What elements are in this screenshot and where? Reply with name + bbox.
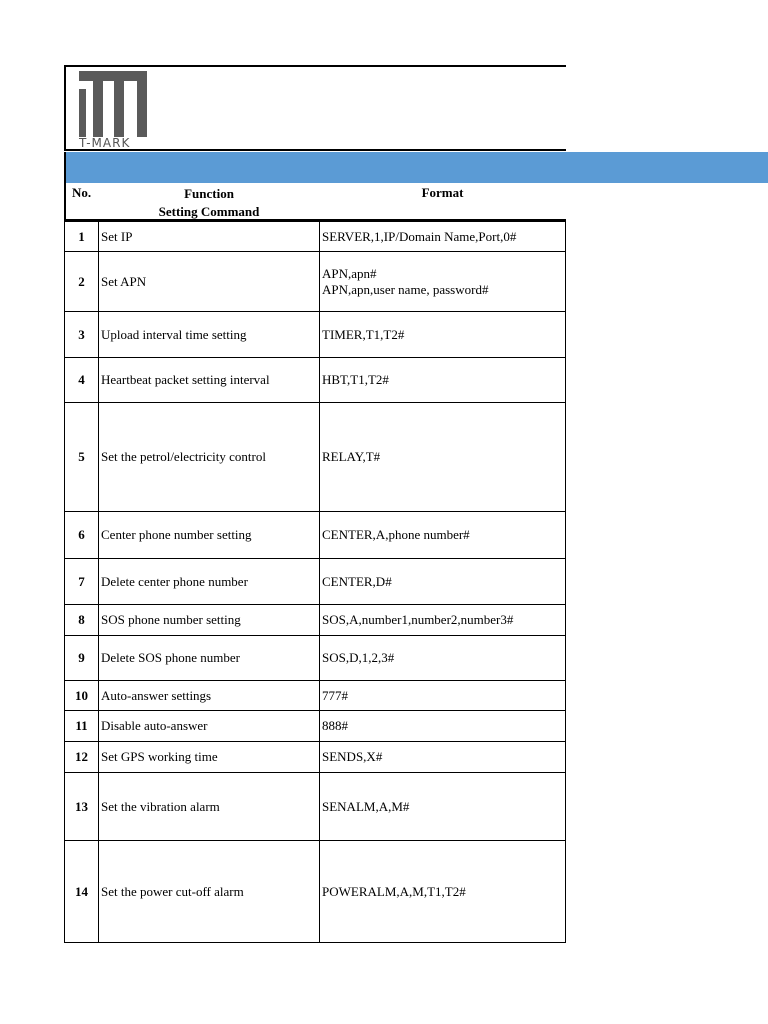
row-function: Disable auto-answer (99, 711, 320, 742)
row-function: Set GPS working time (99, 742, 320, 773)
table-row (65, 681, 566, 711)
row-format (320, 512, 566, 559)
row-function: Center phone number setting (99, 512, 320, 559)
table-header (64, 183, 566, 221)
command-table (64, 221, 566, 943)
row-number: 4 (65, 358, 99, 403)
row-function: Set the power cut-off alarm (99, 841, 320, 943)
row-format (320, 681, 566, 711)
table-row (65, 252, 566, 312)
row-function: Set APN (99, 252, 320, 312)
row-format (320, 711, 566, 742)
header-format: Format (421, 185, 464, 200)
row-format (320, 312, 566, 358)
row-function: Auto-answer settings (99, 681, 320, 711)
table-row (65, 711, 566, 742)
row-number: 5 (65, 403, 99, 512)
row-format (320, 605, 566, 636)
format-line: RELAY,T# (322, 449, 381, 464)
row-function: Delete center phone number (99, 559, 320, 605)
row-number: 11 (65, 711, 99, 742)
row-function: SOS phone number setting (99, 605, 320, 636)
band-border (64, 152, 66, 183)
table-row (65, 773, 566, 841)
row-number: 12 (65, 742, 99, 773)
row-format (320, 742, 566, 773)
format-line: SERVER,1,IP/Domain Name,Port,0# (322, 228, 517, 244)
row-number: 2 (65, 252, 99, 312)
format-line: HBT,T1,T2# (322, 372, 389, 387)
table-row (65, 222, 566, 252)
row-number: 1 (65, 222, 99, 252)
table-row (65, 559, 566, 605)
brand-name: T-MARK (79, 136, 131, 150)
row-function: Delete SOS phone number (99, 636, 320, 681)
row-format (320, 636, 566, 681)
row-format (320, 358, 566, 403)
row-number: 8 (65, 605, 99, 636)
row-function: Set IP (99, 222, 320, 252)
row-number: 13 (65, 773, 99, 841)
format-line: POWERALM,A,M,T1,T2# (322, 883, 466, 899)
format-line: 888# (322, 718, 348, 733)
table-row (65, 358, 566, 403)
table-row (65, 841, 566, 943)
format-line: TIMER,T1,T2# (322, 326, 405, 342)
title-band (64, 152, 768, 183)
row-format (320, 773, 566, 841)
command-table-body (65, 222, 566, 943)
header-function-line2: Setting Command (158, 204, 260, 219)
row-function: Upload interval time setting (99, 312, 320, 358)
row-format (320, 559, 566, 605)
row-number: 3 (65, 312, 99, 358)
table-row (65, 512, 566, 559)
table-row (65, 403, 566, 512)
row-format (320, 841, 566, 943)
header-function-line1: Function (184, 186, 234, 201)
row-function: Set the petrol/electricity control (99, 403, 320, 512)
table-row (65, 742, 566, 773)
header-function (99, 185, 319, 221)
format-line: CENTER,A,phone number# (322, 527, 470, 542)
table-row (65, 312, 566, 358)
row-format (320, 403, 566, 512)
table-row (65, 605, 566, 636)
header-no: No. (72, 185, 92, 200)
format-line: APN,apn# (322, 265, 377, 281)
format-line: SENALM,A,M# (322, 798, 410, 814)
row-number: 14 (65, 841, 99, 943)
row-number: 10 (65, 681, 99, 711)
table-row (65, 636, 566, 681)
row-function: Set the vibration alarm (99, 773, 320, 841)
format-line: 777# (322, 687, 348, 703)
row-number: 6 (65, 512, 99, 559)
row-number: 7 (65, 559, 99, 605)
row-format (320, 252, 566, 312)
format-line: SOS,A,number1,number2,number3# (322, 612, 514, 627)
format-line: CENTER,D# (322, 573, 392, 589)
format-line: APN,apn,user name, password# (322, 281, 489, 297)
row-number: 9 (65, 636, 99, 681)
row-format (320, 222, 566, 252)
tmark-logo-icon (77, 69, 149, 139)
format-line: SENDS,X# (322, 749, 383, 764)
format-line: SOS,D,1,2,3# (322, 650, 395, 665)
row-function: Heartbeat packet setting interval (99, 358, 320, 403)
logo-area (64, 65, 566, 151)
